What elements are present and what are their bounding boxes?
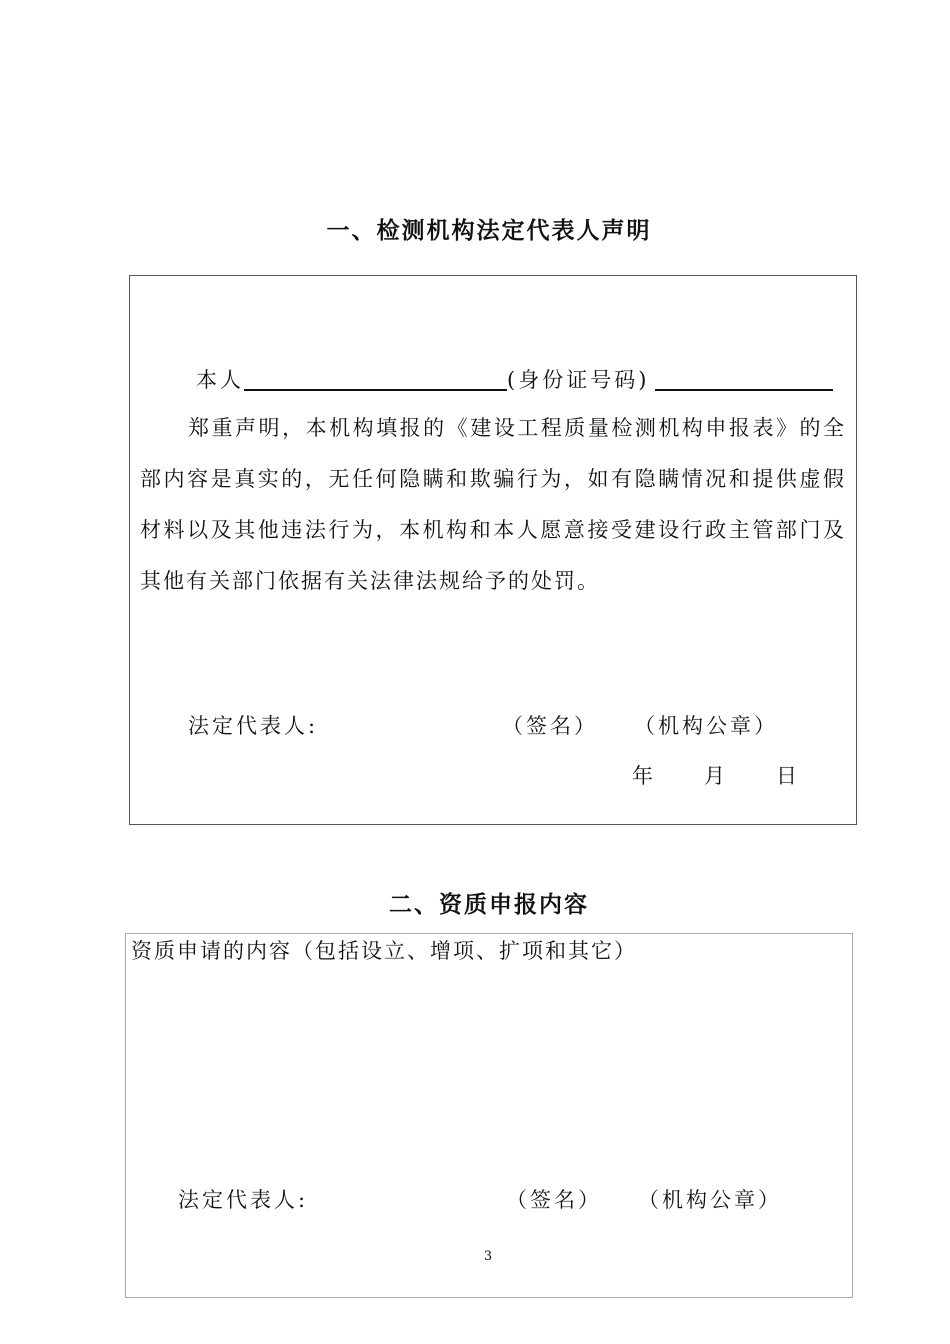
id-label: (身份证号码) bbox=[507, 368, 650, 392]
section2-title: 二、资质申报内容 bbox=[389, 892, 589, 918]
seal-label: （机构公章） bbox=[634, 714, 778, 738]
qualification-box bbox=[125, 933, 853, 1298]
rep-label: 法定代表人: bbox=[188, 714, 319, 738]
seal-label-2: （机构公章） bbox=[638, 1188, 782, 1212]
declaration-text: 郑重声明，本机构填报的《建设工程质量检测机构申报表》的全部内容是真实的，无任何隐瞒和欺骗行为，如有隐瞒情况和提供虚假材料以及其他违法行为，本机构和本人愿意接受建设行政主管部门及其他有关部门依据有关法律法规给予的处罚。 bbox=[140, 416, 846, 593]
date-day: 日 bbox=[776, 764, 800, 788]
declaration-box bbox=[129, 275, 857, 825]
content-label: 资质申请的内容（包括设立、增项、扩项和其它） bbox=[131, 939, 637, 963]
identity-line bbox=[196, 368, 833, 391]
name-blank[interactable] bbox=[244, 368, 507, 391]
date-year: 年 bbox=[632, 764, 656, 788]
rep-label-2: 法定代表人: bbox=[178, 1188, 309, 1212]
page-number: 3 bbox=[483, 1249, 493, 1264]
sign-label-2: （签名） bbox=[506, 1188, 602, 1212]
id-number-blank[interactable] bbox=[655, 368, 833, 391]
sign-label: （签名） bbox=[502, 714, 598, 738]
section1-title: 一、检测机构法定代表人声明 bbox=[326, 218, 652, 244]
date-month: 月 bbox=[704, 764, 728, 788]
self-label: 本人 bbox=[196, 368, 244, 392]
